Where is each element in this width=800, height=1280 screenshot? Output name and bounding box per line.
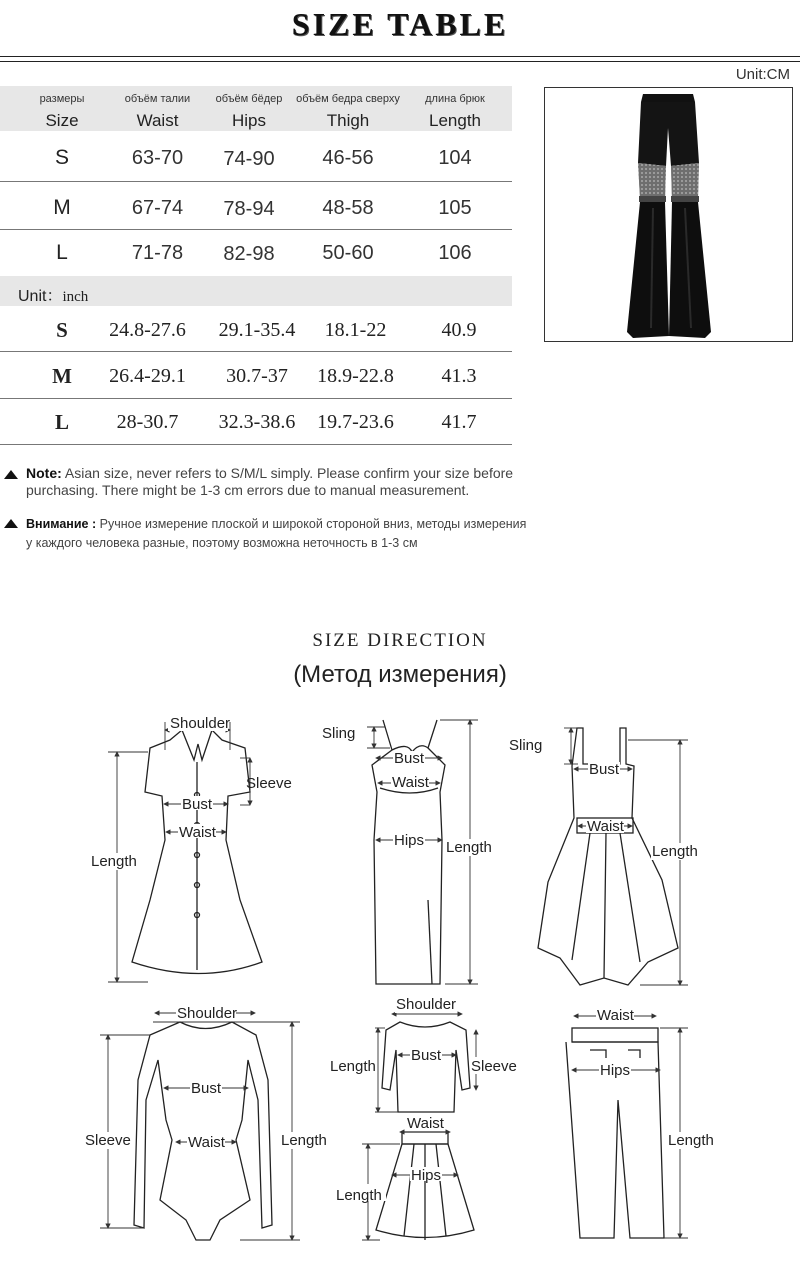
diagram-label-sleeve: Sleeve [246,775,292,792]
warning-triangle-icon [4,470,18,479]
diagram-label-bust: Bust [182,796,213,813]
row-waist: 71-78 [131,242,184,264]
diagram-label-length: Length [652,843,698,860]
diagram-label-length: Length [336,1187,382,1204]
row-divider [0,444,512,445]
header-hips-en: Hips [231,111,266,130]
unit-inch-prefix: Unit： [18,288,63,305]
row-waist: 26.4-29.1 [109,365,186,387]
row-size: M [53,196,71,219]
measurement-diagrams [0,700,800,1280]
row-waist: 24.8-27.6 [109,319,186,341]
row-thigh: 18.9-22.8 [317,365,394,387]
row-hips: 74-90 [223,148,275,170]
row-thigh: 50-60 [322,242,374,264]
row-divider [0,351,512,352]
row-length: 41.3 [441,365,477,387]
row-divider [0,181,512,182]
row-thigh: 19.7-23.6 [317,411,394,433]
header-length-ru: длина брюк [425,93,485,105]
note-ru-line1: Ручное измерение плоской и широкой стороной вниз, методы измерения [99,517,527,531]
diagram-label-waist: Waist [179,824,216,841]
diagram-label-sleeve: Sleeve [85,1132,131,1149]
diagram-label-hips: Hips [411,1167,442,1184]
row-divider [0,398,512,399]
row-waist: 63-70 [131,147,184,169]
row-length: 41.7 [441,411,477,433]
header-thigh-en: Thigh [326,111,370,130]
header-hips-ru: объём бёдер [215,93,283,105]
title-rule-top [0,56,800,57]
skirt-diagram [334,1115,474,1240]
header-size-en: Size [45,111,79,130]
diagram-label-waist: Waist [587,818,624,835]
row-length: 104 [438,147,472,169]
diagram-label-sling: Sling [509,737,543,754]
strap-dress-diagram [509,728,703,985]
row-hips: 30.7-37 [226,365,288,387]
unit-cm-label: Unit:CM [735,66,790,83]
row-length: 40.9 [441,319,477,341]
row-divider [0,229,512,230]
diagram-label-hips: Hips [600,1062,631,1079]
diagram-label-waist: Waist [407,1115,444,1132]
row-size: L [54,410,69,434]
sling-dress-diagram [322,720,497,984]
flared-pants-image [545,88,792,341]
diagram-label-sleeve: Sleeve [471,1058,517,1075]
note-ru-label: Внимание : [26,517,97,531]
header-thigh-ru: объём бедра сверху [296,93,400,105]
product-photo [544,87,793,342]
diagram-label-waist: Waist [392,774,429,791]
diagram-label-bust: Bust [394,750,425,767]
row-hips: 32.3-38.6 [218,411,296,433]
diagram-label-waist: Waist [188,1134,225,1151]
row-length: 106 [438,242,472,264]
diagram-label-sling: Sling [322,725,356,742]
header-length-en: Length [429,111,481,130]
row-waist: 67-74 [131,197,184,219]
size-direction-subtitle: (Метод измерения) [293,661,507,688]
diagram-label-shoulder: Shoulder [170,715,231,732]
row-hips: 78-94 [223,198,275,220]
diagram-label-bust: Bust [191,1080,222,1097]
size-direction-title: SIZE DIRECTION [312,630,488,651]
row-hips: 29.1-35.4 [218,319,296,341]
row-thigh: 18.1-22 [324,319,387,341]
note-ru-line2: у каждого человека разные, поэтому возможна неточность в 1-3 см [26,536,418,550]
header-size-ru: размеры [39,93,85,105]
page-title: SIZE TABLE [291,6,509,42]
row-thigh: 46-56 [322,147,374,169]
diagram-label-length: Length [446,839,492,856]
diagram-label-bust: Bust [411,1047,442,1064]
row-hips: 82-98 [223,243,275,265]
diagram-label-length: Length [281,1132,327,1149]
header-waist-en: Waist [136,111,179,130]
shirt-dress-diagram [90,715,292,982]
diagram-label-length: Length [668,1132,714,1149]
title-rule-bottom [0,61,800,62]
warning-triangle-icon [4,519,18,528]
diagram-label-hips: Hips [394,832,425,849]
note-en-label: Note: [26,465,62,481]
header-waist-ru: объём талии [124,93,191,105]
diagram-label-shoulder: Shoulder [396,996,457,1013]
pants-diagram [566,1007,719,1238]
diagram-label-length: Length [330,1058,376,1075]
note-en-line1: Asian size, never refers to S/M/L simply. Please confirm your size before [64,465,514,481]
row-size: L [56,241,68,264]
row-size: S [54,146,69,169]
diagram-label-shoulder: Shoulder [177,1005,238,1022]
row-size: S [56,318,68,342]
row-waist: 28-30.7 [116,411,179,433]
diagram-label-bust: Bust [589,761,620,778]
row-length: 105 [438,197,472,219]
unit-inch-label [18,283,88,306]
note-en-line2: purchasing. There might be 1-3 cm errors due to manual measurement. [26,482,470,498]
row-thigh: 48-58 [322,197,374,219]
bodysuit-diagram [84,1005,332,1240]
diagram-label-waist: Waist [597,1007,634,1024]
top-diagram [329,996,518,1112]
row-size: M [52,364,72,388]
unit-inch-value: inch [62,289,89,305]
diagram-label-length: Length [91,853,137,870]
